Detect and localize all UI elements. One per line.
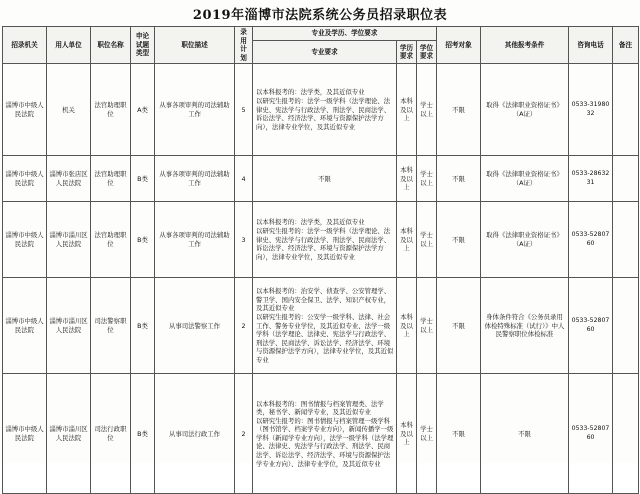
cell-quota: 2 — [235, 278, 253, 374]
header-academic-degree: 学位要求 — [417, 40, 437, 63]
cell-employer: 淄博市淄川区人民法院 — [47, 278, 91, 374]
major-line: 以本科报考的：治安学、侦查学、公安管理学、警卫学、国内安全保卫、法学、知识产权专业，及其近似专业 — [256, 287, 391, 313]
cell-position-name: 法官助理职位 — [91, 64, 131, 156]
header-note: 备注 — [613, 27, 639, 64]
cell-exam-type: A类 — [131, 64, 155, 156]
cell-phone: 0533-5280760 — [569, 374, 613, 494]
cell-phone: 0533-5280760 — [569, 278, 613, 374]
cell-phone: 0533-2863231 — [569, 156, 613, 202]
cell-degree: 本科及以上 — [397, 202, 417, 278]
cell-position-desc: 从事司法警察工作 — [155, 278, 235, 374]
page-title: 2019年淄博市法院系统公务员招录职位表 — [192, 8, 448, 23]
table-row — [3, 156, 639, 202]
cell-note — [613, 374, 639, 494]
cell-target: 不限 — [437, 374, 481, 494]
cell-employer: 淄博市淄川区人民法院 — [47, 374, 91, 494]
header-row — [3, 27, 639, 41]
cell-recruit-org: 淄博市中级人民法院 — [3, 64, 47, 156]
cell-target: 不限 — [437, 202, 481, 278]
cell-phone: 0533-3198032 — [569, 64, 613, 156]
header-phone: 咨询电话 — [569, 27, 613, 64]
cell-quota: 5 — [235, 64, 253, 156]
cell-other: 取得《法律职业资格证书》（A证） — [481, 64, 569, 156]
cell-position-desc: 从事各项审判的司法辅助工作 — [155, 156, 235, 202]
cell-position-name: 司法行政职位 — [91, 374, 131, 494]
cell-note — [613, 156, 639, 202]
major-line: 以本科报考的：法学类，及其近似专业 — [256, 88, 365, 97]
cell-target: 不限 — [437, 278, 481, 374]
table-row — [3, 64, 639, 156]
header-position-desc: 职位描述 — [155, 27, 235, 64]
cell-recruit-org: 淄博市中级人民法院 — [3, 278, 47, 374]
cell-exam-type: B类 — [131, 202, 155, 278]
cell-employer: 淄博市淄川区人民法院 — [47, 202, 91, 278]
major-line: 以本科报考的：图书情报与档案管理类、法学类，秘书学、新闻学专业，及其近似专业 — [256, 399, 384, 417]
header-major-group: 专业及学历、学位要求 — [253, 27, 437, 41]
table-row — [3, 374, 639, 494]
cell-position-desc: 从事司法行政工作 — [155, 374, 235, 494]
cell-other: 身体条件符合《公务员录用体检特殊标准（试行）》中人民警察职位体检标准 — [481, 278, 569, 374]
cell-major-req — [253, 64, 397, 156]
cell-target: 不限 — [437, 156, 481, 202]
cell-major-req — [253, 278, 397, 374]
cell-employer: 淄博市张店区人民法院 — [47, 156, 91, 202]
cell-academic-degree: 学士以上 — [417, 202, 437, 278]
cell-target: 不限 — [437, 64, 481, 156]
header-degree: 学历要求 — [397, 40, 417, 63]
cell-recruit-org: 淄博市中级人民法院 — [3, 202, 47, 278]
header-quota: 录用计划 — [235, 27, 253, 64]
cell-degree: 本科及以上 — [397, 278, 417, 374]
cell-position-desc: 从事各项审判的司法辅助工作 — [155, 202, 235, 278]
table-row — [3, 278, 639, 374]
cell-quota: 2 — [235, 374, 253, 494]
header-position-name: 职位名称 — [91, 27, 131, 64]
cell-academic-degree: 学士以上 — [417, 64, 437, 156]
header-employer: 用人单位 — [47, 27, 91, 64]
cell-note — [613, 202, 639, 278]
cell-exam-type: B类 — [131, 278, 155, 374]
header-exam-type: 申论试题类型 — [131, 27, 155, 64]
cell-academic-degree: 学士以上 — [417, 156, 437, 202]
cell-degree: 本科及以上 — [397, 374, 417, 494]
cell-position-name: 司法警察职位 — [91, 278, 131, 374]
header-other: 其他报考条件 — [481, 27, 569, 64]
major-line: 不限 — [318, 174, 331, 183]
cell-phone: 0533-5280760 — [569, 202, 613, 278]
header-major-req: 专业要求 — [253, 40, 397, 63]
cell-exam-type: B类 — [131, 156, 155, 202]
major-line: 以研究生报考的：法学一级学科（法学理论、法律史、宪法学与行政法学、刑法学、民商法学、诉讼法学、经济法学、环境与资源保护法学方向），法律专业学位，及其近似专业 — [256, 226, 391, 261]
cell-other: 不限 — [481, 374, 569, 494]
major-line: 以研究生报考的：法学一级学科（法学理论、法律史、宪法学与行政法学、刑法学、民商法学、诉讼法学、经济法学、环境与资源保护法学方向），法律专业学位，及其近似专业 — [256, 96, 391, 131]
cell-note — [613, 278, 639, 374]
cell-recruit-org: 淄博市中级人民法院 — [3, 156, 47, 202]
cell-degree: 本科及以上 — [397, 64, 417, 156]
cell-academic-degree: 学士以上 — [417, 374, 437, 494]
major-line: 以研究生报考的：公安学一级学科、法律、社会工作、警务专业学位，及其近似专业、法学一级学科（法学理论、法律史、宪法学与行政法学、刑法学、民商法学、诉讼法学、经济法学、环境与资源保护法学方向），法律专业学位，及其近似专业 — [256, 312, 394, 364]
cell-degree: 本科及以上 — [397, 156, 417, 202]
header-recruit-org: 招录机关 — [3, 27, 47, 64]
cell-other: 取得《法律职业资格证书》（A证） — [481, 202, 569, 278]
cell-position-name: 法官助理职位 — [91, 202, 131, 278]
cell-quota: 4 — [235, 156, 253, 202]
major-line: 以研究生报考的：图书情报与档案管理一级学科（图书馆学、档案学专业方向），新闻传播学一级学科（新闻学专业方向），法学一级学科（法学理论、法律史、宪法学与行政法学、刑法学、民商法学、诉讼法学、经济法学、环境与资源保护法学专业方向）、法律专业学位，及其近似专业 — [256, 416, 394, 468]
major-line: 以本科报考的：法学类，及其近似专业 — [256, 218, 365, 227]
cell-other: 取得《法律职业资格证书》（A证） — [481, 156, 569, 202]
cell-position-name: 法官助理职位 — [91, 156, 131, 202]
cell-employer: 机关 — [47, 64, 91, 156]
cell-academic-degree: 学士以上 — [417, 278, 437, 374]
cell-quota: 3 — [235, 202, 253, 278]
cell-major-req — [253, 156, 397, 202]
recruitment-table — [2, 26, 639, 494]
header-target: 招考对象 — [437, 27, 481, 64]
cell-exam-type: B类 — [131, 374, 155, 494]
cell-position-desc: 从事各项审判的司法辅助工作 — [155, 64, 235, 156]
cell-major-req — [253, 202, 397, 278]
cell-note — [613, 64, 639, 156]
table-row — [3, 202, 639, 278]
cell-major-req — [253, 374, 397, 494]
cell-recruit-org: 淄博市中级人民法院 — [3, 374, 47, 494]
